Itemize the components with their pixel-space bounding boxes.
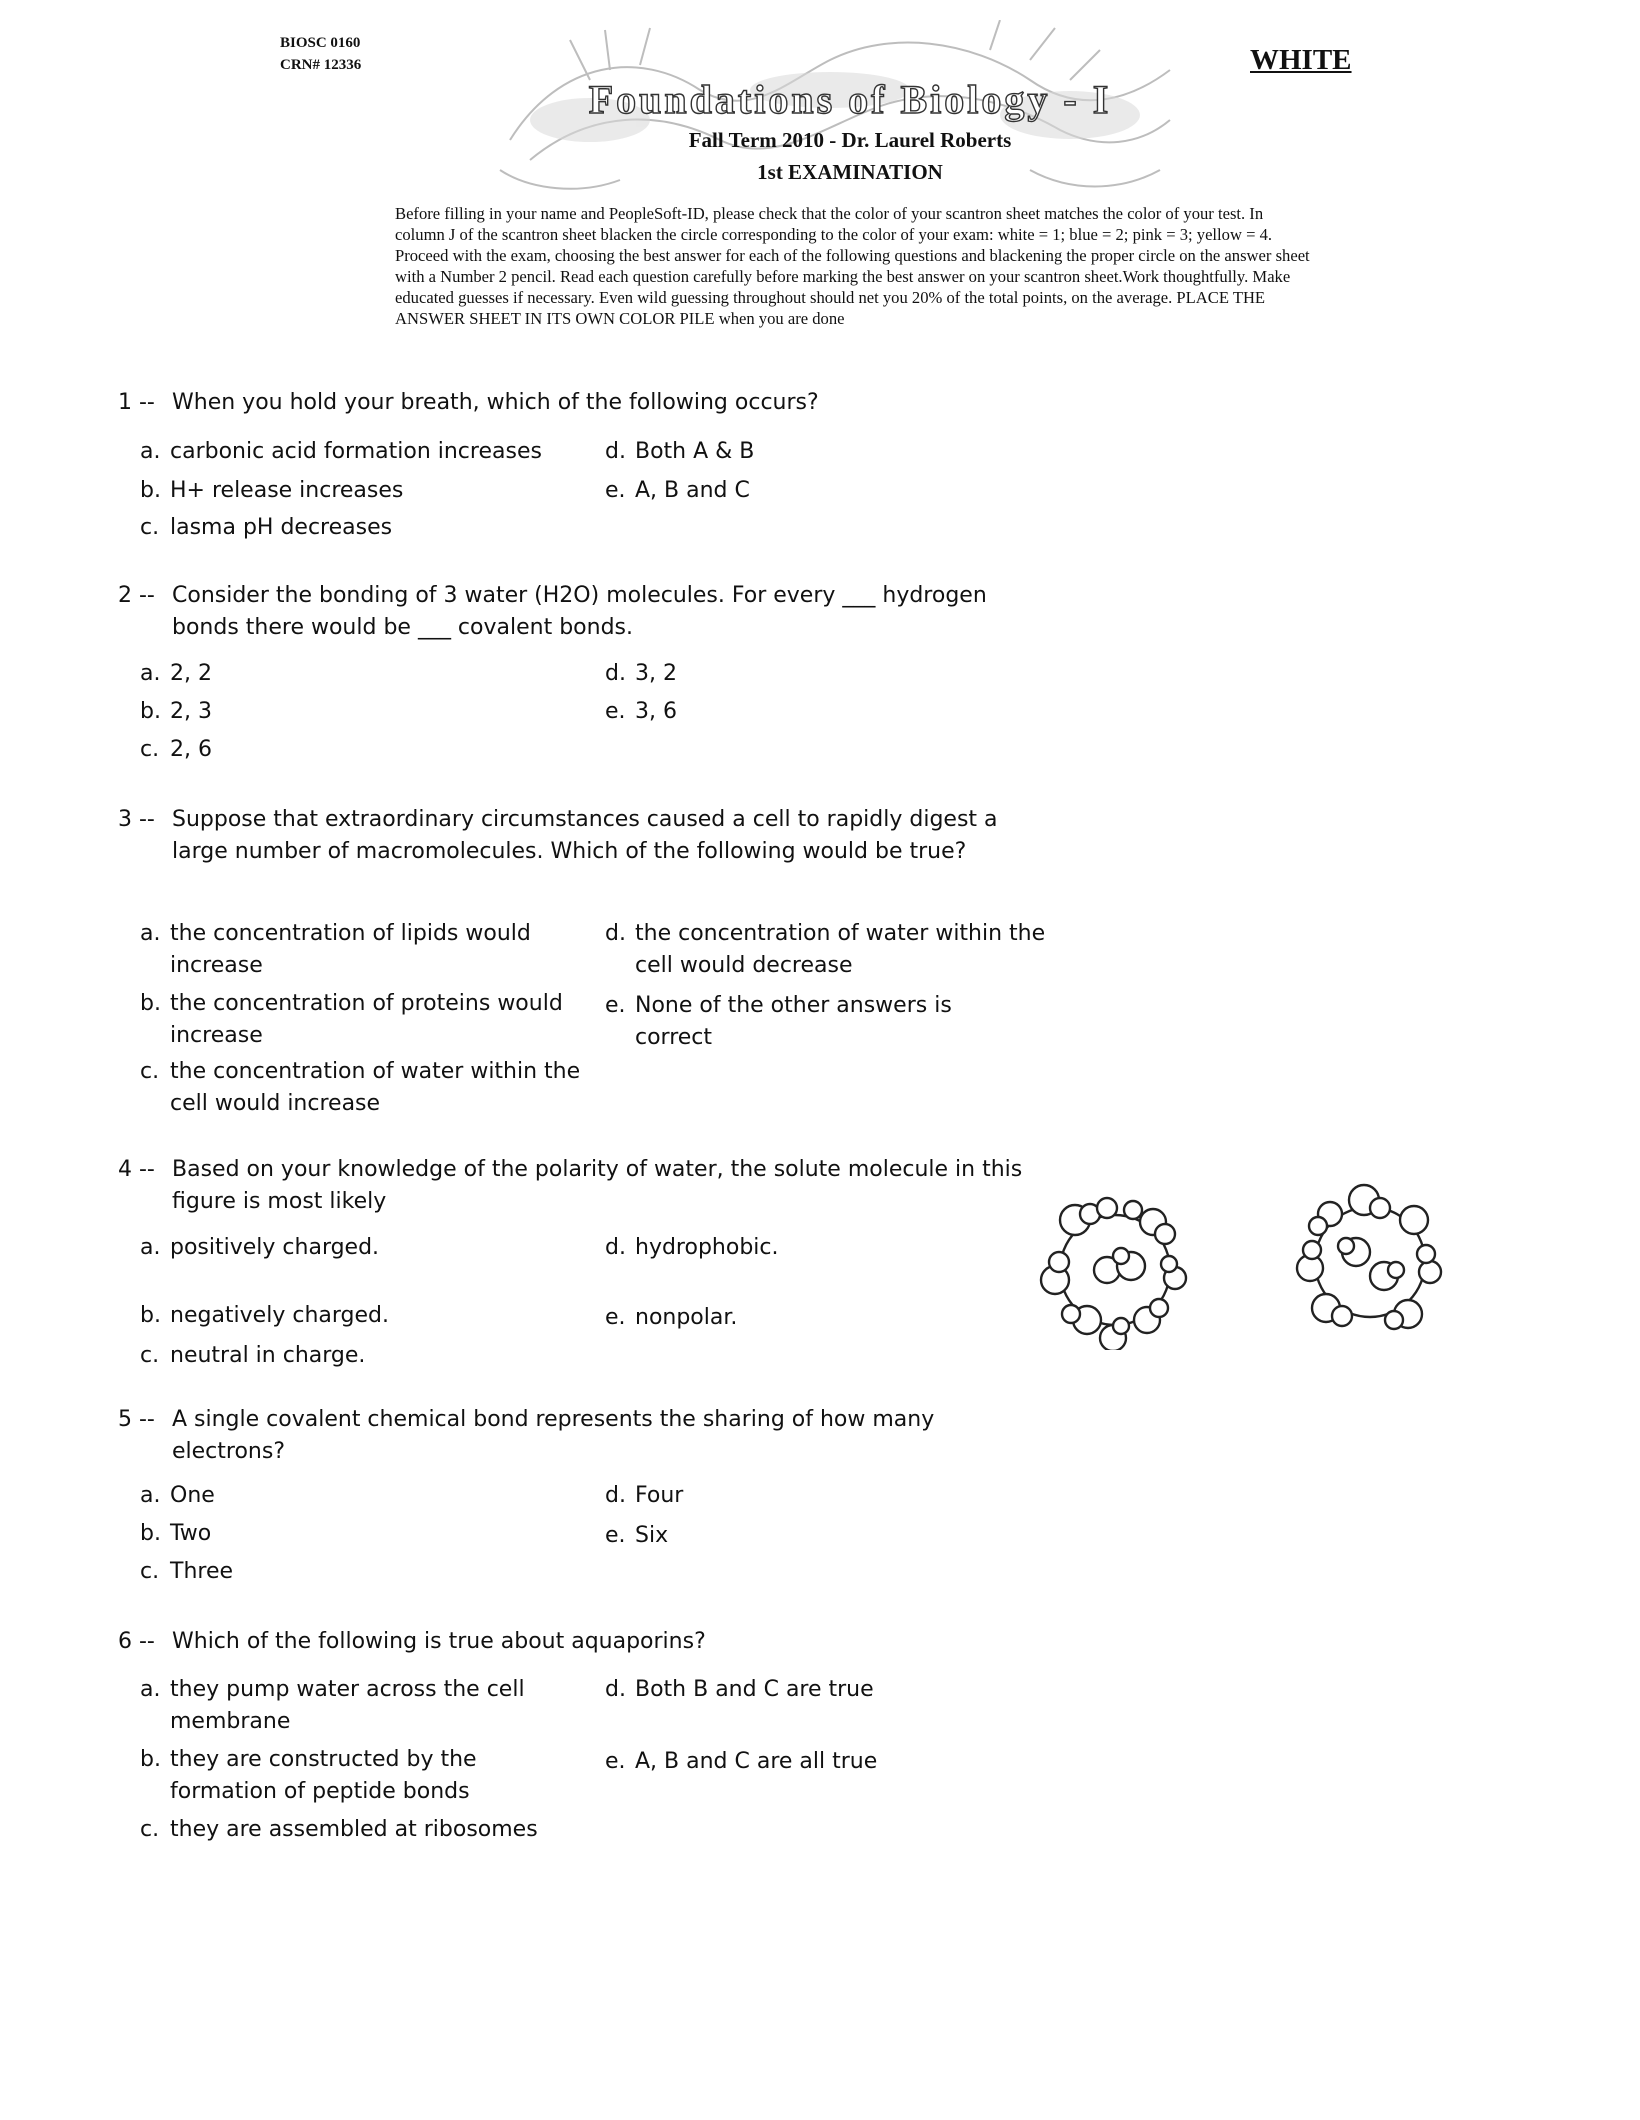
option-text: A, B and C are all true <box>635 1749 878 1774</box>
option-letter: e. <box>605 478 626 503</box>
option-text: 2, 3 <box>170 699 212 724</box>
option-letter: b. <box>140 991 161 1016</box>
question-number: 4 -- <box>118 1157 155 1182</box>
question-number: 2 -- <box>118 583 155 608</box>
option-text: A, B and C <box>635 478 750 503</box>
question-text: Suppose that extraordinary circumstances caused a cell to rapidly digest a large number of macromolecules. Which of the following would be true? <box>172 807 998 864</box>
option-letter: d. <box>605 1235 626 1260</box>
option-letter: a. <box>140 439 161 464</box>
option-text: 2, 2 <box>170 661 212 686</box>
question-number: 1 -- <box>118 390 155 415</box>
question-text: Based on your knowledge of the polarity of water, the solute molecule in this figure is most likely <box>172 1157 1023 1214</box>
option-text: 3, 2 <box>635 661 677 686</box>
option-text: lasma pH decreases <box>170 515 393 540</box>
option-text: H+ release increases <box>170 478 404 503</box>
option-text: Two <box>170 1521 212 1546</box>
question-text: When you hold your breath, which of the following occurs? <box>172 390 819 415</box>
option-letter: c. <box>140 515 160 540</box>
exam-name: 1st EXAMINATION <box>757 160 943 184</box>
course-code: BIOSC 0160 <box>280 35 361 51</box>
question-number: 5 -- <box>118 1407 155 1432</box>
option-letter: b. <box>140 1303 161 1328</box>
solute-molecule-figure <box>1035 1190 1195 1350</box>
option-text: positively charged. <box>170 1235 380 1260</box>
option-text: the concentration of water within the cell would increase <box>170 1059 581 1116</box>
term-and-instructor: Fall Term 2010 - Dr. Laurel Roberts <box>688 128 1012 152</box>
option-letter: c. <box>140 1059 160 1084</box>
option-letter: c. <box>140 1559 160 1584</box>
question-number: 3 -- <box>118 807 155 832</box>
option-letter: c. <box>140 1343 160 1368</box>
course-info <box>280 32 361 76</box>
crn-number: CRN# 12336 <box>280 57 362 73</box>
option-letter: e. <box>605 699 626 724</box>
option-letter: e. <box>605 1305 626 1330</box>
question-text: Which of the following is true about aquaporins? <box>172 1629 706 1654</box>
option-text: 3, 6 <box>635 699 677 724</box>
option-letter: c. <box>140 1817 160 1842</box>
option-text: they are constructed by the formation of peptide bonds <box>170 1747 477 1804</box>
option-text: the concentration of lipids would increase <box>170 921 531 978</box>
option-text: Six <box>635 1523 669 1548</box>
option-letter: e. <box>605 993 626 1018</box>
option-letter: e. <box>605 1523 626 1548</box>
option-text: carbonic acid formation increases <box>170 439 542 464</box>
option-letter: a. <box>140 1677 161 1702</box>
option-text: hydrophobic. <box>635 1235 779 1260</box>
option-letter: a. <box>140 661 161 686</box>
option-letter: d. <box>605 1677 626 1702</box>
option-text: Three <box>170 1559 234 1584</box>
option-letter: b. <box>140 699 161 724</box>
option-letter: b. <box>140 478 161 503</box>
option-text: the concentration of proteins would increase <box>170 991 563 1048</box>
option-letter: b. <box>140 1521 161 1546</box>
option-text: Both B and C are true <box>635 1677 874 1702</box>
option-text: negatively charged. <box>170 1303 389 1328</box>
option-text: they are assembled at ribosomes <box>170 1817 538 1842</box>
option-text: neutral in charge. <box>170 1343 366 1368</box>
option-text: One <box>170 1483 215 1508</box>
option-letter: d. <box>605 661 626 686</box>
option-text: they pump water across the cell membrane <box>170 1677 525 1734</box>
option-letter: d. <box>605 439 626 464</box>
exam-instructions: Before filling in your name and PeopleSoft-ID, please check that the color of your scantron sheet matches the color of your test. In column J of the scantron sheet blacken the circle corresponding to the color of your exam: white = 1; blue = 2; pink = 3; yellow = 4. Proceed with the exam, choosing the best answer for each of the following questions and blackening the proper circle on the answer sheet with a Number 2 pencil. Read each question carefully before marking the best answer on your scantron sheet.Work thoughtfully. Make educated guesses if necessary. Even wild guessing throughout should net you 20% of the total points, on the average. PLACE THE ANSWER SHEET IN ITS OWN COLOR PILE when you are done <box>395 204 1310 328</box>
option-text: Four <box>635 1483 684 1508</box>
question-number: 6 -- <box>118 1629 155 1654</box>
option-text: 2, 6 <box>170 737 212 762</box>
page-title: Foundations of Biology - I <box>588 77 1112 122</box>
option-letter: d. <box>605 1483 626 1508</box>
option-letter: c. <box>140 737 160 762</box>
question-text: A single covalent chemical bond represents the sharing of how many electrons? <box>172 1407 935 1464</box>
exam-color-tag: WHITE <box>1250 44 1352 76</box>
option-letter: e. <box>605 1749 626 1774</box>
option-text: the concentration of water within the cell would decrease <box>635 921 1046 978</box>
option-letter: a. <box>140 921 161 946</box>
question-text: Consider the bonding of 3 water (H2O) molecules. For every ___ hydrogen bonds there would be ___ covalent bonds. <box>172 583 987 640</box>
option-letter: a. <box>140 1483 161 1508</box>
option-text: Both A & B <box>635 439 755 464</box>
solute-molecule-figure <box>1290 1180 1450 1340</box>
option-text: None of the other answers is correct <box>635 993 952 1050</box>
option-letter: d. <box>605 921 626 946</box>
option-text: nonpolar. <box>635 1305 738 1330</box>
option-letter: b. <box>140 1747 161 1772</box>
option-letter: a. <box>140 1235 161 1260</box>
